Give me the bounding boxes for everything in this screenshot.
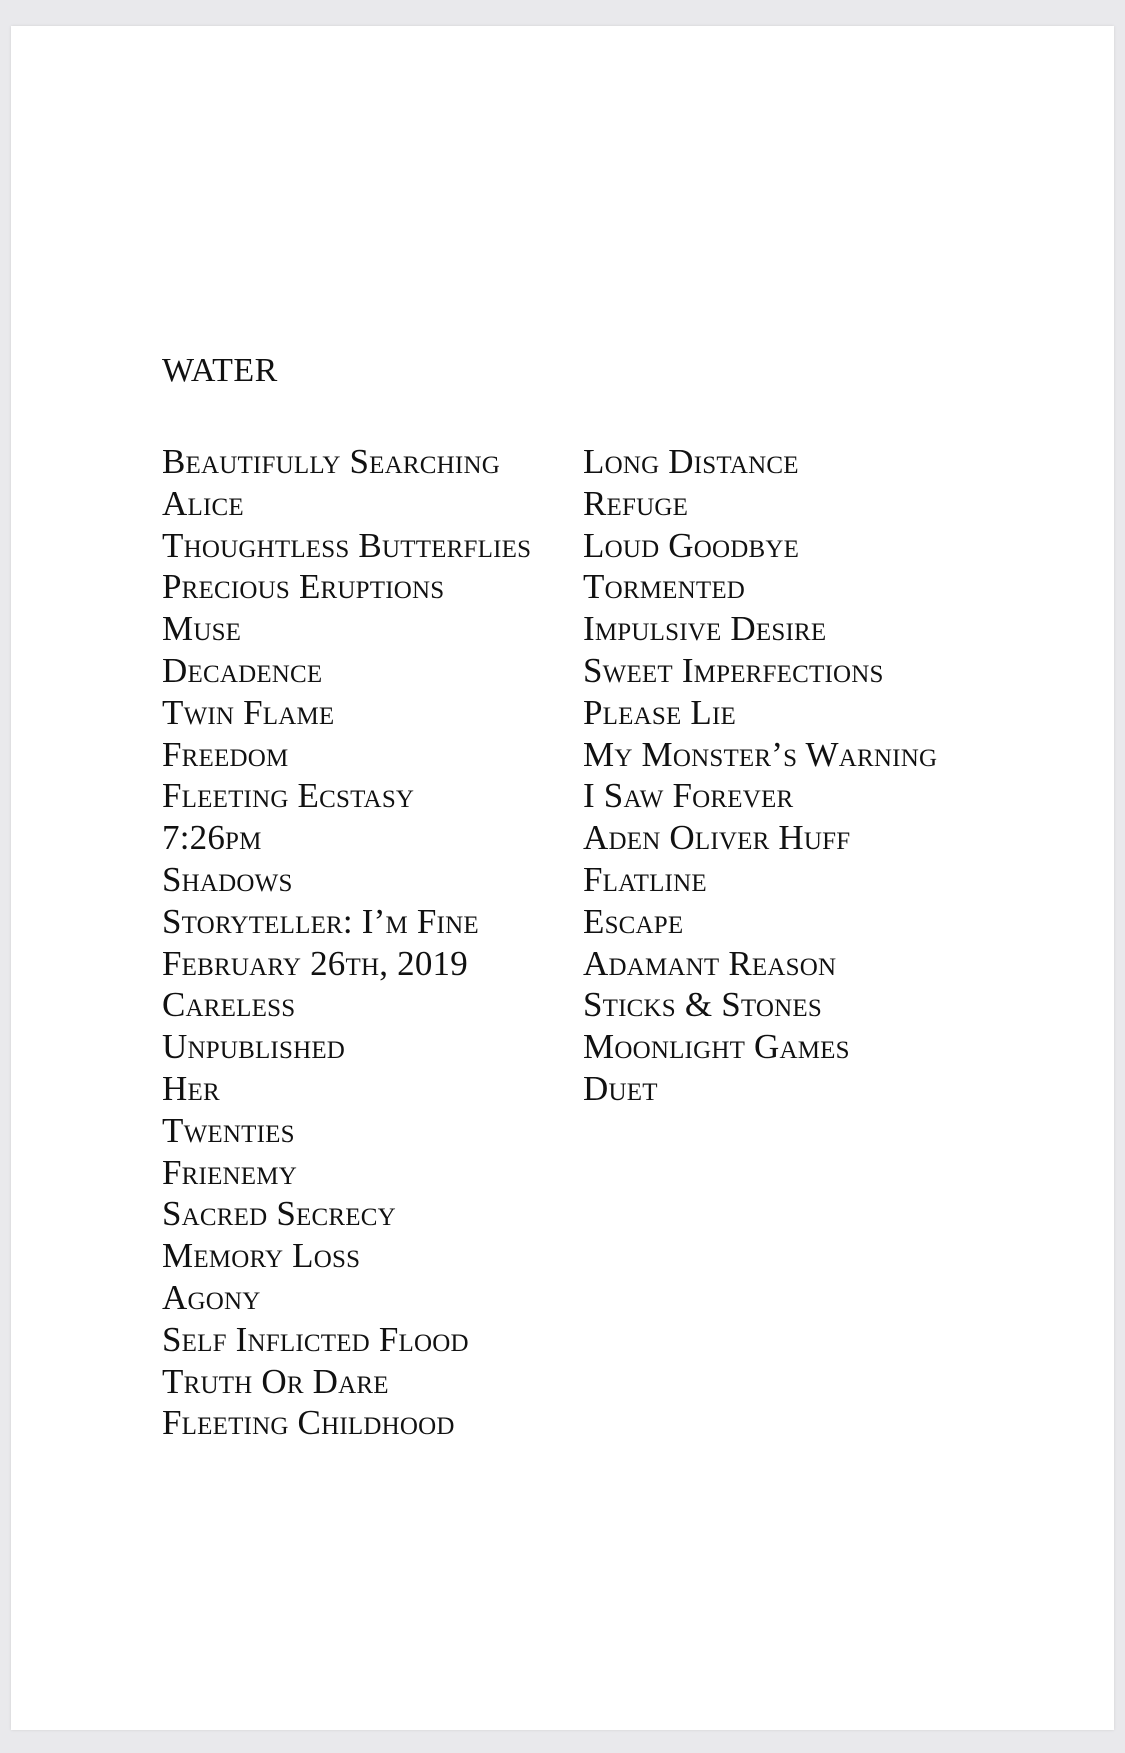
list-item: Sweet Imperfections <box>583 650 884 690</box>
list-item: Shadows <box>162 859 293 899</box>
list-item: February 26th, 2019 <box>162 943 468 983</box>
list-item: Decadence <box>162 650 323 690</box>
list-item: Duet <box>583 1068 658 1108</box>
list-item: Adamant Reason <box>583 943 837 983</box>
list-item: Long Distance <box>583 442 799 481</box>
list-item: Sacred Secrecy <box>162 1194 396 1234</box>
list-item: Storyteller: I’m Fine <box>162 901 479 941</box>
list-item: Beautifully Searching <box>162 442 500 481</box>
list-item: Fleeting Childhood <box>162 1403 455 1443</box>
list-item: Refuge <box>583 483 689 523</box>
list-item: Thoughtless Butterflies <box>162 525 532 565</box>
list-item: Careless <box>162 985 296 1025</box>
list-item: Freedom <box>162 734 289 774</box>
list-item: Agony <box>162 1277 261 1317</box>
list-item: Sticks & Stones <box>583 985 822 1025</box>
list-item: Alice <box>162 483 244 523</box>
list-item: Loud Goodbye <box>583 525 800 565</box>
list-item: Please Lie <box>583 692 736 732</box>
list-item: Frienemy <box>162 1152 297 1192</box>
list-item: Flatline <box>583 859 707 899</box>
list-item: Tormented <box>583 567 746 607</box>
list-item: Twin Flame <box>162 692 335 732</box>
list-item: Truth Or Dare <box>162 1361 389 1401</box>
list-item: Precious Eruptions <box>162 567 445 607</box>
list-item: Unpublished <box>162 1027 346 1067</box>
list-item: Twenties <box>162 1110 295 1150</box>
list-item: Moonlight Games <box>583 1027 850 1067</box>
list-item: My Monster’s Warning <box>583 734 938 774</box>
list-item: Her <box>162 1068 220 1108</box>
list-item: Muse <box>162 609 242 649</box>
title-list-left <box>162 441 531 1444</box>
list-item: Aden Oliver Huff <box>583 818 851 858</box>
list-item: Fleeting Ecstasy <box>162 776 415 816</box>
list-item: Escape <box>583 901 684 941</box>
list-item: I Saw Forever <box>583 776 794 816</box>
document-page <box>11 26 1114 1730</box>
list-item: Memory Loss <box>162 1236 361 1276</box>
list-item: 7:26pm <box>162 818 262 858</box>
list-item: Impulsive Desire <box>583 609 827 649</box>
section-heading: WATER <box>162 352 278 389</box>
list-item: Self Inflicted Flood <box>162 1319 469 1359</box>
title-list-right <box>583 441 937 1110</box>
